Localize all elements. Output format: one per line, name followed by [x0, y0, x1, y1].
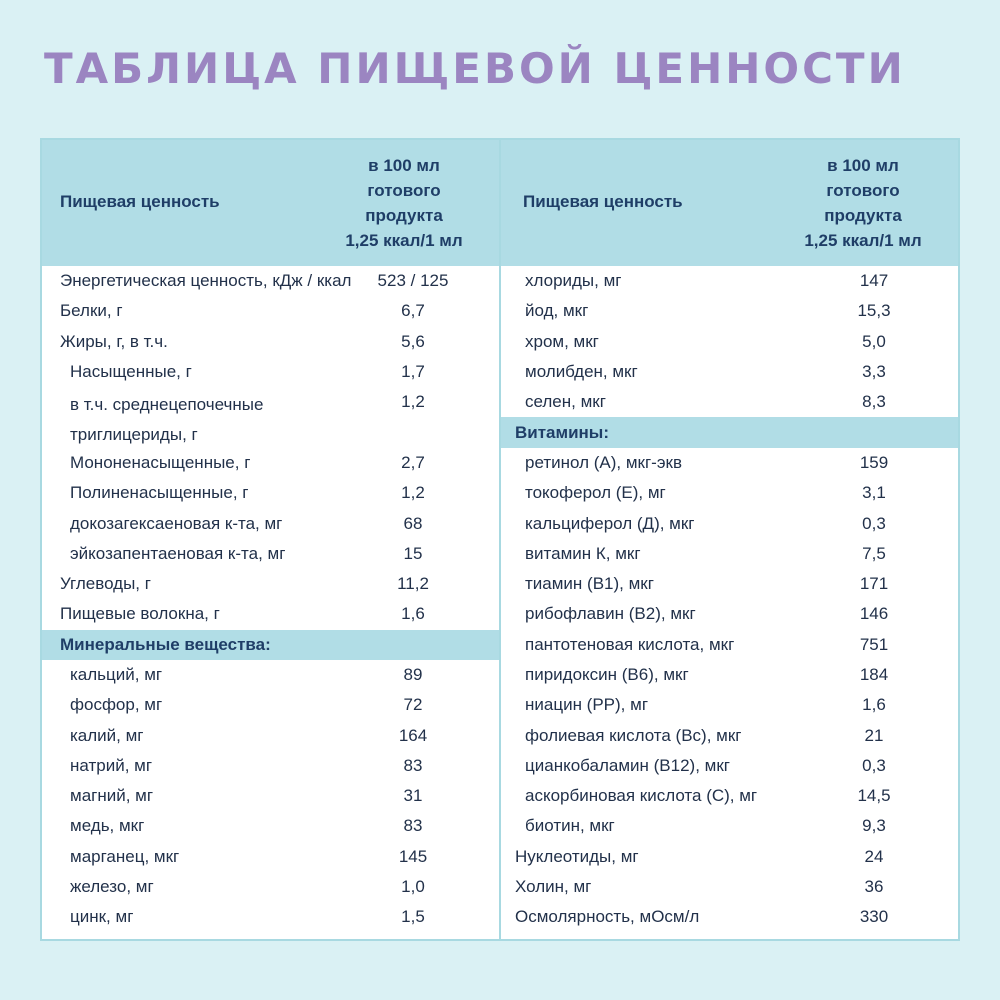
table-row [501, 630, 958, 660]
nutrient-value: 89 [403, 665, 423, 684]
column-filler [501, 933, 958, 939]
section-header [42, 630, 499, 660]
table-row [501, 872, 958, 902]
nutrient-value: 171 [859, 574, 889, 594]
nutrient-name: хром, мкг [525, 331, 599, 351]
nutrient-value: 31 [403, 786, 423, 806]
nutrient-name: ниацин (РР), мг [525, 695, 649, 715]
nutrient-value: 1,2 [401, 392, 425, 412]
table-row [501, 902, 958, 932]
nutrient-value: 1,6 [862, 695, 886, 715]
nutrient-name-line: в т.ч. среднецепочечные [70, 395, 264, 415]
nutrient-value: 0,3 [862, 513, 886, 533]
nutrient-value: 72 [403, 695, 423, 715]
table-row [42, 539, 499, 569]
nutrient-value: 5,0 [862, 331, 886, 351]
header-label: Пищевая ценность [60, 192, 220, 211]
nutrient-name: кальциферол (Д), мкг [525, 513, 695, 533]
header-value [788, 153, 938, 253]
nutrient-value: 751 [859, 634, 889, 654]
nutrient-name: Углеводы, г [60, 574, 151, 594]
page-title: ТАБЛИЦА ПИЩЕВОЙ ЦЕННОСТИ [44, 44, 906, 93]
nutrient-name: Мононенасыщенные, г [70, 452, 251, 472]
nutrient-name: Нуклеотиды, мг [515, 846, 639, 866]
nutrient-value: 11,2 [397, 574, 429, 594]
nutrient-name: Насыщенные, г [70, 362, 192, 382]
nutrient-value: 3,3 [862, 362, 886, 382]
header-value-line: готового [826, 181, 900, 200]
table-row [501, 811, 958, 841]
nutrient-value: 21 [864, 725, 884, 745]
section-label: Минеральные вещества: [60, 634, 271, 654]
table-row [501, 781, 958, 811]
table-row [42, 599, 499, 629]
table-row [42, 751, 499, 781]
nutrient-value: 523 / 125 [377, 271, 449, 291]
table-row [42, 872, 499, 902]
nutrient-name: докозагексаеновая к-та, мг [70, 513, 283, 533]
nutrient-value: 159 [859, 452, 889, 472]
nutrient-value: 147 [859, 271, 889, 291]
table-row [42, 266, 499, 296]
nutrient-name: ретинол (А), мкг-экв [525, 452, 682, 472]
table-row [42, 296, 499, 326]
nutrient-name: пиридоксин (В6), мкг [525, 665, 689, 684]
header-value-line: в 100 мл [827, 156, 899, 175]
nutrient-name: кальций, мг [70, 665, 163, 684]
nutrient-value: 1,5 [401, 907, 425, 927]
header-label: Пищевая ценность [523, 192, 683, 211]
nutrient-value: 1,6 [401, 604, 425, 624]
header-value-line: продукта [365, 206, 443, 225]
table-row [501, 569, 958, 599]
table-row [42, 387, 499, 448]
table-row [501, 266, 958, 296]
left-rows [42, 266, 499, 939]
nutrient-name: Холин, мг [515, 877, 592, 897]
table-row [42, 781, 499, 811]
right-rows [501, 266, 958, 939]
nutrient-value: 1,0 [401, 877, 425, 897]
nutrient-value: 83 [403, 816, 423, 836]
nutrient-name: Белки, г [60, 301, 123, 321]
nutrient-value: 1,7 [401, 362, 425, 382]
nutrient-name: марганец, мкг [70, 846, 180, 866]
nutrient-value: 2,7 [401, 452, 425, 472]
table-row [501, 508, 958, 538]
nutrient-name: цинк, мг [70, 907, 134, 927]
nutrient-value: 15,3 [857, 301, 891, 321]
nutrient-name: Пищевые волокна, г [60, 604, 220, 624]
nutrient-name [70, 390, 263, 450]
table-row [501, 720, 958, 750]
header-value-line: 1,25 ккал/1 мл [804, 231, 922, 250]
nutrient-name: цианкобаламин (В12), мкг [525, 755, 730, 775]
section-header [501, 417, 958, 447]
table-row [501, 296, 958, 326]
left-header [42, 140, 499, 266]
nutrient-name: Жиры, г, в т.ч. [60, 331, 168, 351]
nutrient-name: железо, мг [70, 877, 154, 897]
nutrient-name: биотин, мкг [525, 816, 615, 836]
left-column [42, 140, 501, 939]
nutrition-table [40, 138, 960, 941]
nutrient-value: 9,3 [862, 816, 886, 836]
table-row [501, 448, 958, 478]
nutrient-name: аскорбиновая кислота (С), мг [525, 786, 758, 806]
nutrient-name: рибофлавин (В2), мкг [525, 604, 696, 624]
table-row [42, 660, 499, 690]
table-row [501, 327, 958, 357]
nutrient-value: 184 [859, 665, 889, 684]
table-row [501, 478, 958, 508]
nutrient-value: 0,3 [862, 755, 886, 775]
table-row [501, 660, 958, 690]
table-row [42, 357, 499, 387]
nutrient-value: 5,6 [401, 331, 425, 351]
nutrient-name: эйкозапентаеновая к-та, мг [70, 543, 286, 563]
nutrient-value: 330 [859, 907, 889, 927]
right-column [501, 140, 958, 939]
table-row [501, 387, 958, 417]
nutrient-name: медь, мкг [70, 816, 145, 836]
header-value-line: в 100 мл [368, 156, 440, 175]
table-row [42, 690, 499, 720]
nutrient-value: 164 [398, 725, 428, 745]
table-row [501, 842, 958, 872]
nutrient-value: 24 [864, 846, 884, 866]
nutrient-name: тиамин (В1), мкг [525, 574, 654, 594]
nutrient-name: витамин К, мкг [525, 543, 641, 563]
nutrient-name-line: триглицериды, г [70, 425, 198, 445]
nutrient-name: фолиевая кислота (Вс), мкг [525, 725, 742, 745]
header-value [329, 153, 479, 253]
nutrient-name: Энергетическая ценность, кДж / ккал [60, 271, 352, 291]
nutrient-value: 146 [859, 604, 889, 624]
table-row [501, 357, 958, 387]
nutrient-name: калий, мг [70, 725, 144, 745]
table-row [42, 508, 499, 538]
section-label: Витамины: [515, 422, 609, 442]
nutrient-name: Осмолярность, мОсм/л [515, 907, 700, 927]
table-row [42, 327, 499, 357]
nutrient-name: йод, мкг [525, 301, 589, 321]
nutrient-value: 14,5 [857, 786, 891, 806]
table-row [42, 902, 499, 932]
table-row [42, 842, 499, 872]
nutrient-name: селен, мкг [525, 392, 606, 412]
nutrient-value: 6,7 [401, 301, 425, 321]
nutrient-name: Полиненасыщенные, г [70, 483, 249, 503]
nutrient-value: 15 [403, 543, 423, 563]
table-row [42, 569, 499, 599]
table-row [501, 751, 958, 781]
nutrient-value: 3,1 [862, 483, 886, 503]
nutrient-value: 1,2 [401, 483, 425, 503]
nutrient-name: токоферол (Е), мг [525, 483, 666, 503]
nutrient-value: 83 [403, 755, 423, 775]
header-value-line: продукта [824, 206, 902, 225]
nutrient-value: 7,5 [862, 543, 886, 563]
nutrient-value: 68 [403, 513, 423, 533]
table-row [42, 720, 499, 750]
table-row [42, 478, 499, 508]
nutrient-name: магний, мг [70, 786, 154, 806]
nutrient-value: 8,3 [862, 392, 886, 412]
header-value-line: 1,25 ккал/1 мл [345, 231, 463, 250]
nutrient-name: пантотеновая кислота, мкг [525, 634, 735, 654]
nutrient-name: натрий, мг [70, 755, 153, 775]
table-row [501, 599, 958, 629]
nutrient-name: фосфор, мг [70, 695, 163, 715]
nutrient-value: 36 [864, 877, 884, 897]
table-row [42, 448, 499, 478]
table-row [501, 690, 958, 720]
header-value-line: готового [367, 181, 441, 200]
table-row [42, 811, 499, 841]
column-filler [42, 933, 499, 939]
nutrient-name: молибден, мкг [525, 362, 638, 382]
nutrient-value: 145 [398, 846, 428, 866]
nutrient-name: хлориды, мг [525, 271, 622, 291]
right-header [501, 140, 958, 266]
table-row [501, 539, 958, 569]
